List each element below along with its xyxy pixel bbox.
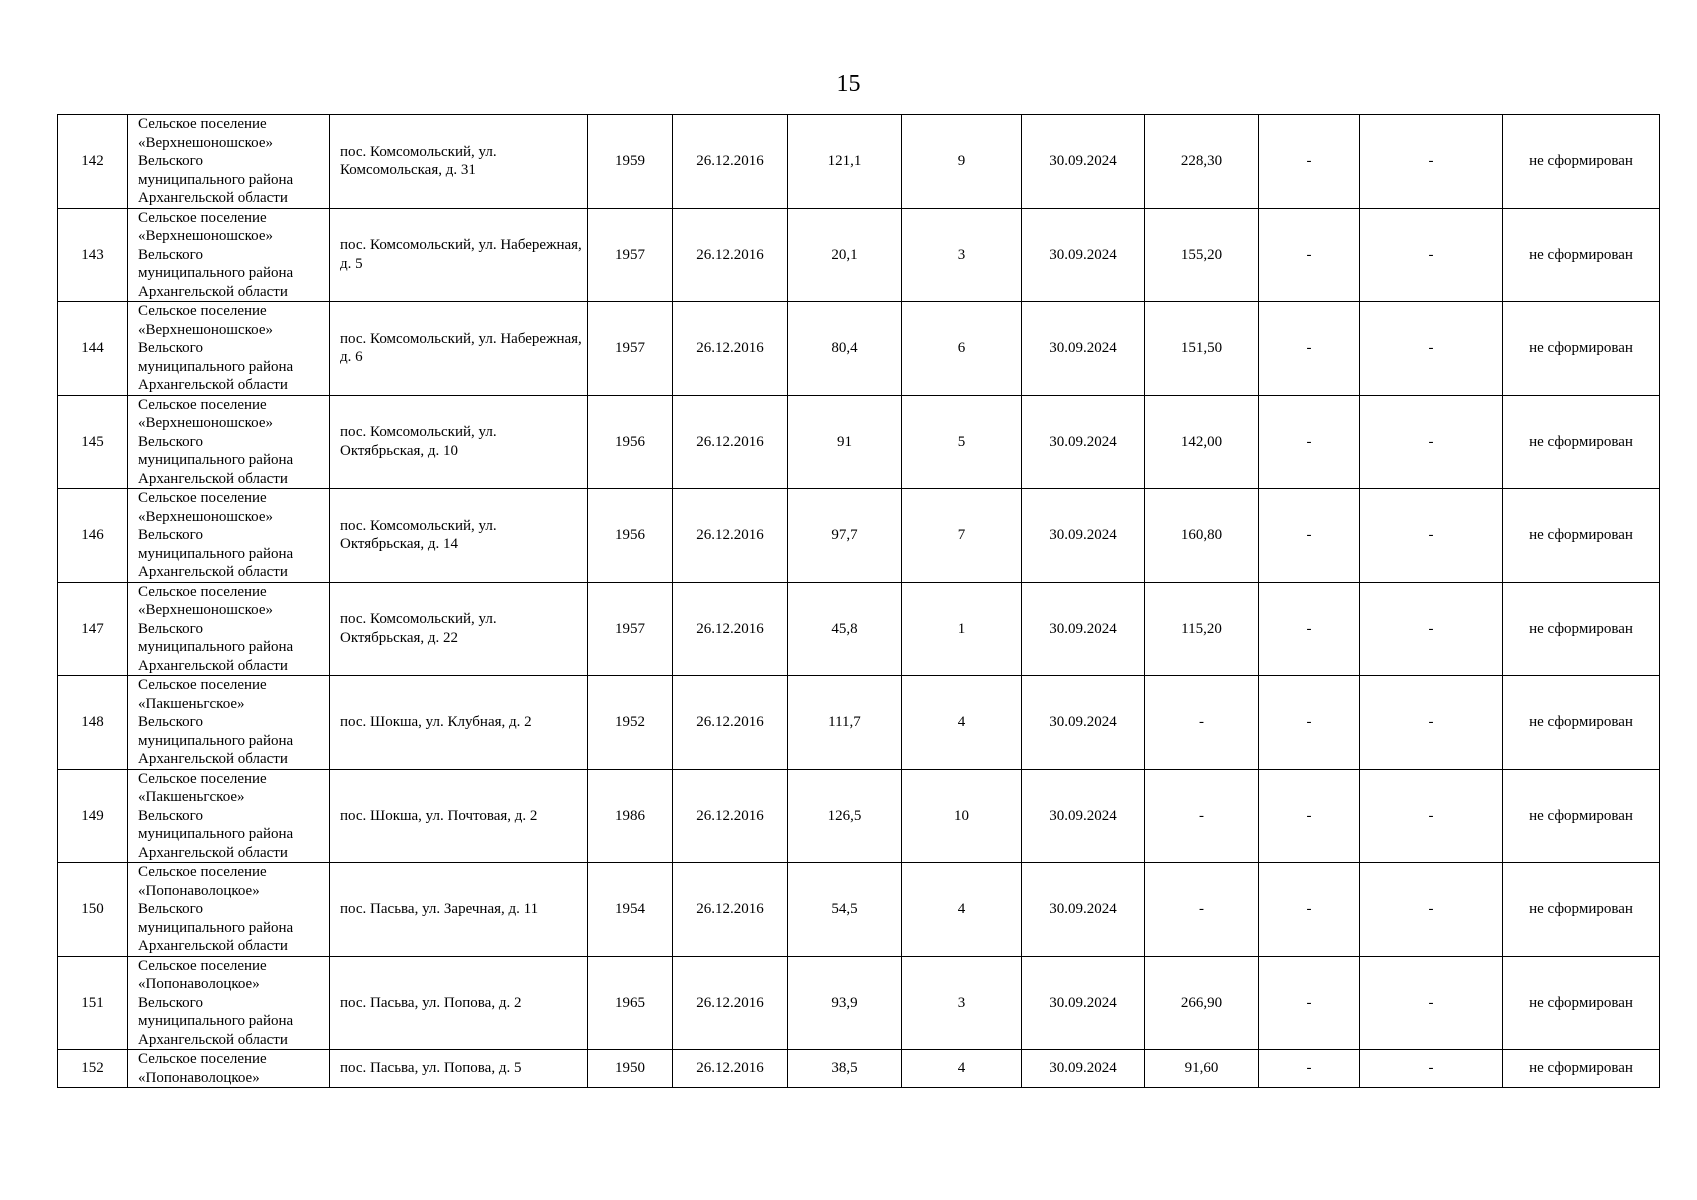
table-row xyxy=(58,115,1660,209)
cell-status: не сформирован xyxy=(1503,956,1660,1050)
cell-area: 97,7 xyxy=(788,489,902,583)
housing-registry-table xyxy=(57,114,1660,1088)
cell-year: 1956 xyxy=(588,489,673,583)
cell-year: 1959 xyxy=(588,115,673,209)
cell-address: пос. Комсомольский, ул. Октябрьская, д. 22 xyxy=(330,582,588,676)
cell-municipality: Сельское поселение «Верхнешоношское» Вельского муниципального района Архангельской области xyxy=(128,489,330,583)
cell-deadline: 30.09.2024 xyxy=(1022,489,1145,583)
cell-address: пос. Комсомольский, ул. Комсомольская, д. 31 xyxy=(330,115,588,209)
cell-area: 93,9 xyxy=(788,956,902,1050)
cell-deadline: 30.09.2024 xyxy=(1022,863,1145,957)
cell-address: пос. Шокша, ул. Почтовая, д. 2 xyxy=(330,769,588,863)
table-row xyxy=(58,208,1660,302)
cell-value: 115,20 xyxy=(1145,582,1259,676)
cell-residents: 4 xyxy=(902,863,1022,957)
cell-residents: 1 xyxy=(902,582,1022,676)
cell-status: не сформирован xyxy=(1503,302,1660,396)
cell-municipality: Сельское поселение «Верхнешоношское» Вельского муниципального района Архангельской области xyxy=(128,302,330,396)
cell-dash: - xyxy=(1259,863,1360,957)
cell-status: не сформирован xyxy=(1503,115,1660,209)
table-row xyxy=(58,395,1660,489)
table-row xyxy=(58,489,1660,583)
cell-deadline: 30.09.2024 xyxy=(1022,302,1145,396)
cell-deadline: 30.09.2024 xyxy=(1022,676,1145,770)
cell-status: не сформирован xyxy=(1503,676,1660,770)
cell-address: пос. Шокша, ул. Клубная, д. 2 xyxy=(330,676,588,770)
cell-dash: - xyxy=(1259,395,1360,489)
cell-deadline: 30.09.2024 xyxy=(1022,1050,1145,1088)
cell-number: 146 xyxy=(58,489,128,583)
cell-date: 26.12.2016 xyxy=(673,582,788,676)
page-number: 15 xyxy=(836,71,861,97)
cell-residents: 4 xyxy=(902,1050,1022,1088)
cell-number: 150 xyxy=(58,863,128,957)
cell-value: - xyxy=(1145,863,1259,957)
cell-address: пос. Пасьва, ул. Заречная, д. 11 xyxy=(330,863,588,957)
cell-dash: - xyxy=(1360,302,1503,396)
cell-municipality: Сельское поселение «Попонаволоцкое» Вельского муниципального района Архангельской области xyxy=(128,863,330,957)
cell-date: 26.12.2016 xyxy=(673,302,788,396)
cell-deadline: 30.09.2024 xyxy=(1022,582,1145,676)
cell-dash: - xyxy=(1259,115,1360,209)
cell-deadline: 30.09.2024 xyxy=(1022,769,1145,863)
cell-status: не сформирован xyxy=(1503,395,1660,489)
cell-area: 45,8 xyxy=(788,582,902,676)
cell-area: 126,5 xyxy=(788,769,902,863)
cell-dash: - xyxy=(1259,489,1360,583)
cell-deadline: 30.09.2024 xyxy=(1022,956,1145,1050)
cell-municipality: Сельское поселение «Попонаволоцкое» xyxy=(128,1050,330,1088)
cell-municipality: Сельское поселение «Верхнешоношское» Вельского муниципального района Архангельской области xyxy=(128,115,330,209)
cell-municipality: Сельское поселение «Пакшеньгское» Вельского муниципального района Архангельской области xyxy=(128,769,330,863)
cell-number: 149 xyxy=(58,769,128,863)
cell-dash: - xyxy=(1360,769,1503,863)
cell-value: 142,00 xyxy=(1145,395,1259,489)
cell-number: 144 xyxy=(58,302,128,396)
cell-deadline: 30.09.2024 xyxy=(1022,115,1145,209)
cell-residents: 9 xyxy=(902,115,1022,209)
cell-date: 26.12.2016 xyxy=(673,115,788,209)
cell-dash: - xyxy=(1259,769,1360,863)
table-row xyxy=(58,863,1660,957)
cell-residents: 4 xyxy=(902,676,1022,770)
cell-address: пос. Пасьва, ул. Попова, д. 2 xyxy=(330,956,588,1050)
cell-value: - xyxy=(1145,769,1259,863)
cell-status: не сформирован xyxy=(1503,1050,1660,1088)
cell-area: 80,4 xyxy=(788,302,902,396)
cell-area: 54,5 xyxy=(788,863,902,957)
cell-area: 38,5 xyxy=(788,1050,902,1088)
cell-address: пос. Комсомольский, ул. Октябрьская, д. 14 xyxy=(330,489,588,583)
cell-value: 266,90 xyxy=(1145,956,1259,1050)
cell-dash: - xyxy=(1360,956,1503,1050)
cell-municipality: Сельское поселение «Пакшеньгское» Вельского муниципального района Архангельской области xyxy=(128,676,330,770)
cell-municipality: Сельское поселение «Верхнешоношское» Вельского муниципального района Архангельской области xyxy=(128,395,330,489)
cell-dash: - xyxy=(1259,676,1360,770)
cell-address: пос. Пасьва, ул. Попова, д. 5 xyxy=(330,1050,588,1088)
cell-number: 142 xyxy=(58,115,128,209)
cell-deadline: 30.09.2024 xyxy=(1022,208,1145,302)
cell-municipality: Сельское поселение «Попонаволоцкое» Вельского муниципального района Архангельской области xyxy=(128,956,330,1050)
cell-dash: - xyxy=(1259,1050,1360,1088)
cell-status: не сформирован xyxy=(1503,208,1660,302)
cell-value: 91,60 xyxy=(1145,1050,1259,1088)
cell-area: 111,7 xyxy=(788,676,902,770)
table-row xyxy=(58,302,1660,396)
cell-year: 1950 xyxy=(588,1050,673,1088)
cell-value: 155,20 xyxy=(1145,208,1259,302)
cell-date: 26.12.2016 xyxy=(673,395,788,489)
cell-date: 26.12.2016 xyxy=(673,489,788,583)
cell-dash: - xyxy=(1360,1050,1503,1088)
cell-date: 26.12.2016 xyxy=(673,769,788,863)
cell-status: не сформирован xyxy=(1503,489,1660,583)
cell-dash: - xyxy=(1259,582,1360,676)
cell-residents: 3 xyxy=(902,208,1022,302)
cell-address: пос. Комсомольский, ул. Набережная, д. 5 xyxy=(330,208,588,302)
cell-address: пос. Комсомольский, ул. Октябрьская, д. 10 xyxy=(330,395,588,489)
cell-number: 147 xyxy=(58,582,128,676)
cell-residents: 5 xyxy=(902,395,1022,489)
cell-number: 152 xyxy=(58,1050,128,1088)
cell-municipality: Сельское поселение «Верхнешоношское» Вельского муниципального района Архангельской области xyxy=(128,208,330,302)
cell-dash: - xyxy=(1259,208,1360,302)
cell-number: 151 xyxy=(58,956,128,1050)
cell-year: 1957 xyxy=(588,582,673,676)
cell-year: 1956 xyxy=(588,395,673,489)
cell-number: 143 xyxy=(58,208,128,302)
cell-dash: - xyxy=(1360,115,1503,209)
cell-year: 1954 xyxy=(588,863,673,957)
cell-dash: - xyxy=(1360,582,1503,676)
cell-residents: 6 xyxy=(902,302,1022,396)
cell-value: 160,80 xyxy=(1145,489,1259,583)
cell-residents: 3 xyxy=(902,956,1022,1050)
cell-number: 145 xyxy=(58,395,128,489)
table-row xyxy=(58,956,1660,1050)
cell-year: 1986 xyxy=(588,769,673,863)
cell-address: пос. Комсомольский, ул. Набережная, д. 6 xyxy=(330,302,588,396)
table-body xyxy=(58,115,1660,1088)
cell-residents: 7 xyxy=(902,489,1022,583)
cell-dash: - xyxy=(1360,395,1503,489)
cell-year: 1952 xyxy=(588,676,673,770)
cell-dash: - xyxy=(1360,863,1503,957)
cell-area: 20,1 xyxy=(788,208,902,302)
cell-year: 1957 xyxy=(588,208,673,302)
cell-dash: - xyxy=(1259,302,1360,396)
cell-value: - xyxy=(1145,676,1259,770)
cell-status: не сформирован xyxy=(1503,769,1660,863)
cell-residents: 10 xyxy=(902,769,1022,863)
cell-year: 1957 xyxy=(588,302,673,396)
cell-date: 26.12.2016 xyxy=(673,676,788,770)
cell-status: не сформирован xyxy=(1503,863,1660,957)
cell-date: 26.12.2016 xyxy=(673,208,788,302)
cell-area: 91 xyxy=(788,395,902,489)
table-row xyxy=(58,1050,1660,1088)
cell-date: 26.12.2016 xyxy=(673,956,788,1050)
cell-area: 121,1 xyxy=(788,115,902,209)
cell-dash: - xyxy=(1360,489,1503,583)
cell-date: 26.12.2016 xyxy=(673,1050,788,1088)
cell-dash: - xyxy=(1360,676,1503,770)
table-row xyxy=(58,769,1660,863)
cell-dash: - xyxy=(1259,956,1360,1050)
cell-municipality: Сельское поселение «Верхнешоношское» Вельского муниципального района Архангельской области xyxy=(128,582,330,676)
cell-date: 26.12.2016 xyxy=(673,863,788,957)
cell-value: 228,30 xyxy=(1145,115,1259,209)
cell-value: 151,50 xyxy=(1145,302,1259,396)
table-row xyxy=(58,582,1660,676)
cell-deadline: 30.09.2024 xyxy=(1022,395,1145,489)
cell-dash: - xyxy=(1360,208,1503,302)
table-row xyxy=(58,676,1660,770)
cell-year: 1965 xyxy=(588,956,673,1050)
cell-number: 148 xyxy=(58,676,128,770)
cell-status: не сформирован xyxy=(1503,582,1660,676)
